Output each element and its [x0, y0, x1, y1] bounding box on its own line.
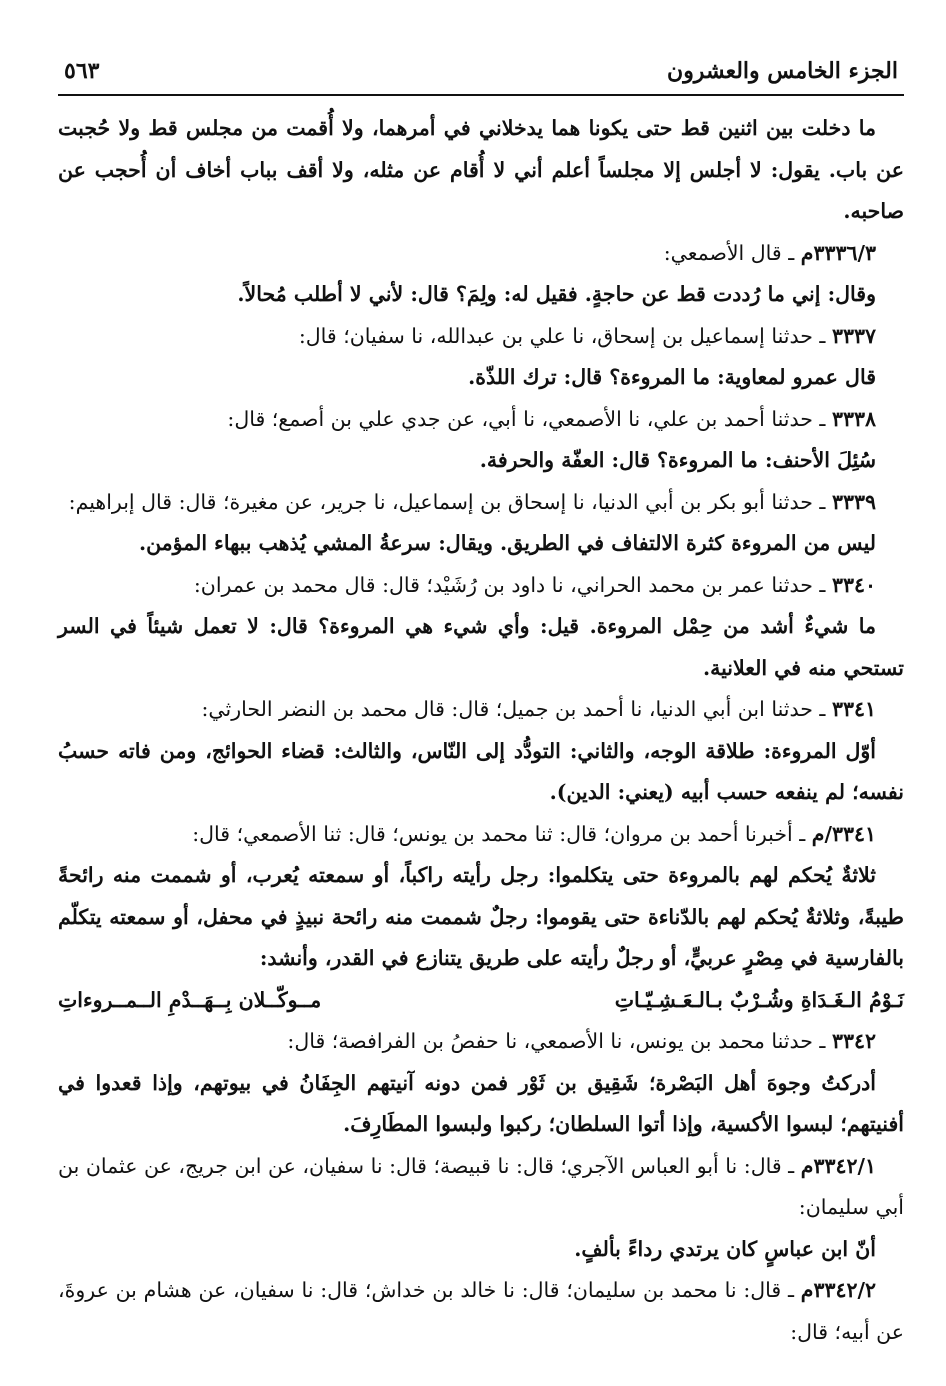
verse-first-hemistich: نَـوْمُ الـغَـدَاةِ وشُـرْبٌ بـالـعَـشِـيّـاتِ: [614, 987, 904, 1012]
paragraph-text: ـ قال: نا محمد بن سليمان؛ قال: نا خالد بن خداش؛ قال: نا سفيان، عن هشام بن عروةَ، عن أبيه؛ قال:: [58, 1278, 904, 1344]
paragraph-text: ـ أخبرنا أحمد بن مروان؛ قال: ثنا محمد بن يونس؛ قال: ثنا الأصمعي؛ قال:: [192, 821, 812, 846]
paragraph-text: ما دخلت بين اثنين قط حتى يكونا هما يدخلاني في أمرهما، ولا أُقمت من مجلس قط ولا حُجبت عن باب. يقول: لا أجلس إلا مجلساً أعلم أني لا أُقام عن مثله، ولا أقف بباب أخاف أن أُحجب عن صاحبه.: [58, 116, 904, 223]
paragraph-text: ـ حدثنا أبو بكر بن أبي الدنيا، نا إسحاق بن إسماعيل، نا جرير، عن مغيرة؛ قال: قال إبراهيم:: [68, 489, 832, 514]
report-number: ٣٣٣٦/٣م: [800, 240, 876, 265]
chain-of-narration: [58, 689, 904, 731]
paragraph-text: ـ حدثنا إسماعيل بن إسحاق، نا علي بن عبدالله، نا سفيان؛ قال:: [298, 323, 832, 348]
quoted-report: [58, 523, 904, 565]
paragraph-text: أدركتُ وجوهَ أهل البَصْرة؛ شَقِيق بن ثَوْر فمن دونه آنيتهم الجِفَانُ في بيوتهم، وإذا قعدوا في أفنيتهم؛ لبسوا الأكسية، وإذا أتوا السلطان؛ ركبوا ولبسوا المطَارِفَ.: [58, 1070, 904, 1136]
report-number: ٣٣٤٢/١م: [800, 1153, 876, 1178]
paragraph-text: قال عمرو لمعاوية: ما المروءة؟ قال: ترك اللذّة.: [468, 365, 876, 389]
report-number: ٣٣٤١/م: [811, 821, 876, 846]
chain-of-narration: [58, 316, 904, 358]
chain-of-narration: [58, 399, 904, 441]
paragraph-text: ـ قال الأصمعي:: [663, 240, 801, 265]
paragraph-text: أنّ ابن عباسٍ كان يرتدي رداءً بألفٍ.: [574, 1236, 876, 1261]
report-number: ٣٣٣٧: [831, 323, 876, 348]
running-title: الجزء الخامس والعشرون: [667, 58, 898, 84]
poetry-verse: [58, 980, 904, 1022]
chain-of-narration: [58, 233, 904, 275]
chain-of-narration: [58, 1146, 904, 1229]
report-number: ٣٣٤٢: [831, 1029, 876, 1053]
report-number: ٣٣٤١: [831, 697, 876, 721]
paragraph-text: ـ حدثنا ابن أبي الدنيا، نا أحمد بن جميل؛ قال: قال محمد بن النضر الحارثي:: [201, 697, 832, 721]
quoted-report: [58, 108, 904, 233]
paragraph-text: ـ حدثنا محمد بن يونس، نا الأصمعي، نا حفصُ بن الفرافصة؛ قال:: [287, 1029, 832, 1053]
paragraph-text: ـ حدثنا أحمد بن علي، نا الأصمعي، نا أبي، عن جدي علي بن أصمع؛ قال:: [227, 406, 832, 431]
book-page: [58, 58, 904, 1353]
paragraph-text: ما شيءٌ أشد من حِمْل المروءة. قيل: وأي شيء هي المروءة؟ قال: لا تعمل شيئاً في السر تستحي منه في العلانية.: [58, 614, 904, 680]
quoted-report: [58, 1229, 904, 1271]
chain-of-narration: [58, 1021, 904, 1063]
paragraph-text: ـ حدثنا عمر بن محمد الحراني، نا داود بن رُشَيْد؛ قال: قال محمد بن عمران:: [193, 572, 832, 597]
paragraph-text: ثلاثةٌ يُحكم لهم بالمروءة حتى يتكلموا: رجل رأيته راكباً، أو سمعته يُعرب، أو شممت منه رائحةً طيبةً، وثلاثةٌ يُحكم لهم بالدّناءة حتى يقوموا: رجلٌ شممت منه رائحة نبيذٍ في محفل، أو سمعته يتكلّم بالفارسية في مِصْرٍ عربيٍّ، أو رجلٌ رأيته على طريق يتنازع في القدر، وأنشد:: [58, 863, 904, 970]
chain-of-narration: [58, 482, 904, 524]
chain-of-narration: [58, 565, 904, 607]
chain-of-narration: [58, 814, 904, 856]
report-number: ٣٣٣٩: [831, 489, 876, 514]
paragraph-text: ـ قال: نا أبو العباس الآجري؛ قال: نا قبيصة؛ قال: نا سفيان، عن ابن جريج، عن عثمان بن أبي سليمان:: [58, 1153, 904, 1219]
chain-of-narration: [58, 1270, 904, 1353]
quoted-report: [58, 855, 904, 980]
report-number: ٣٣٤٢/٢م: [800, 1278, 876, 1302]
report-number: ٣٣٤٠: [831, 572, 876, 597]
paragraph-text: أوّل المروءة: طلاقة الوجه، والثاني: التودُّد إلى النّاس، والثالث: قضاء الحوائج، ومن فاته حسبُ نفسه؛ لم ينفعه حسب أبيه (يعني: الدين).: [58, 738, 904, 804]
paragraph-text: ليس من المروءة كثرة الالتفاف في الطريق. ويقال: سرعةُ المشي يُذهب ببهاء المؤمن.: [138, 531, 876, 555]
quoted-report: [58, 274, 904, 316]
report-number: ٣٣٣٨: [831, 406, 876, 431]
quoted-report: [58, 440, 904, 482]
page-number: ٥٦٣: [64, 58, 100, 84]
quoted-report: [58, 731, 904, 814]
paragraph-text: وقال: إني ما رُددت قط عن حاجةٍ. فقيل له: ولِمَ؟ قال: لأني لا أطلب مُحالاً.: [237, 282, 876, 306]
verse-second-hemistich: مــوكّــلان بِــهَــدْمِ الــمــروءاتِ: [58, 987, 322, 1012]
quoted-report: [58, 357, 904, 399]
page-header: [58, 58, 904, 96]
quoted-report: [58, 606, 904, 689]
page-content: [58, 96, 904, 1353]
quoted-report: [58, 1063, 904, 1146]
paragraph-text: سُئِلَ الأحنف: ما المروءة؟ قال: العفّة والحرفة.: [479, 448, 876, 472]
